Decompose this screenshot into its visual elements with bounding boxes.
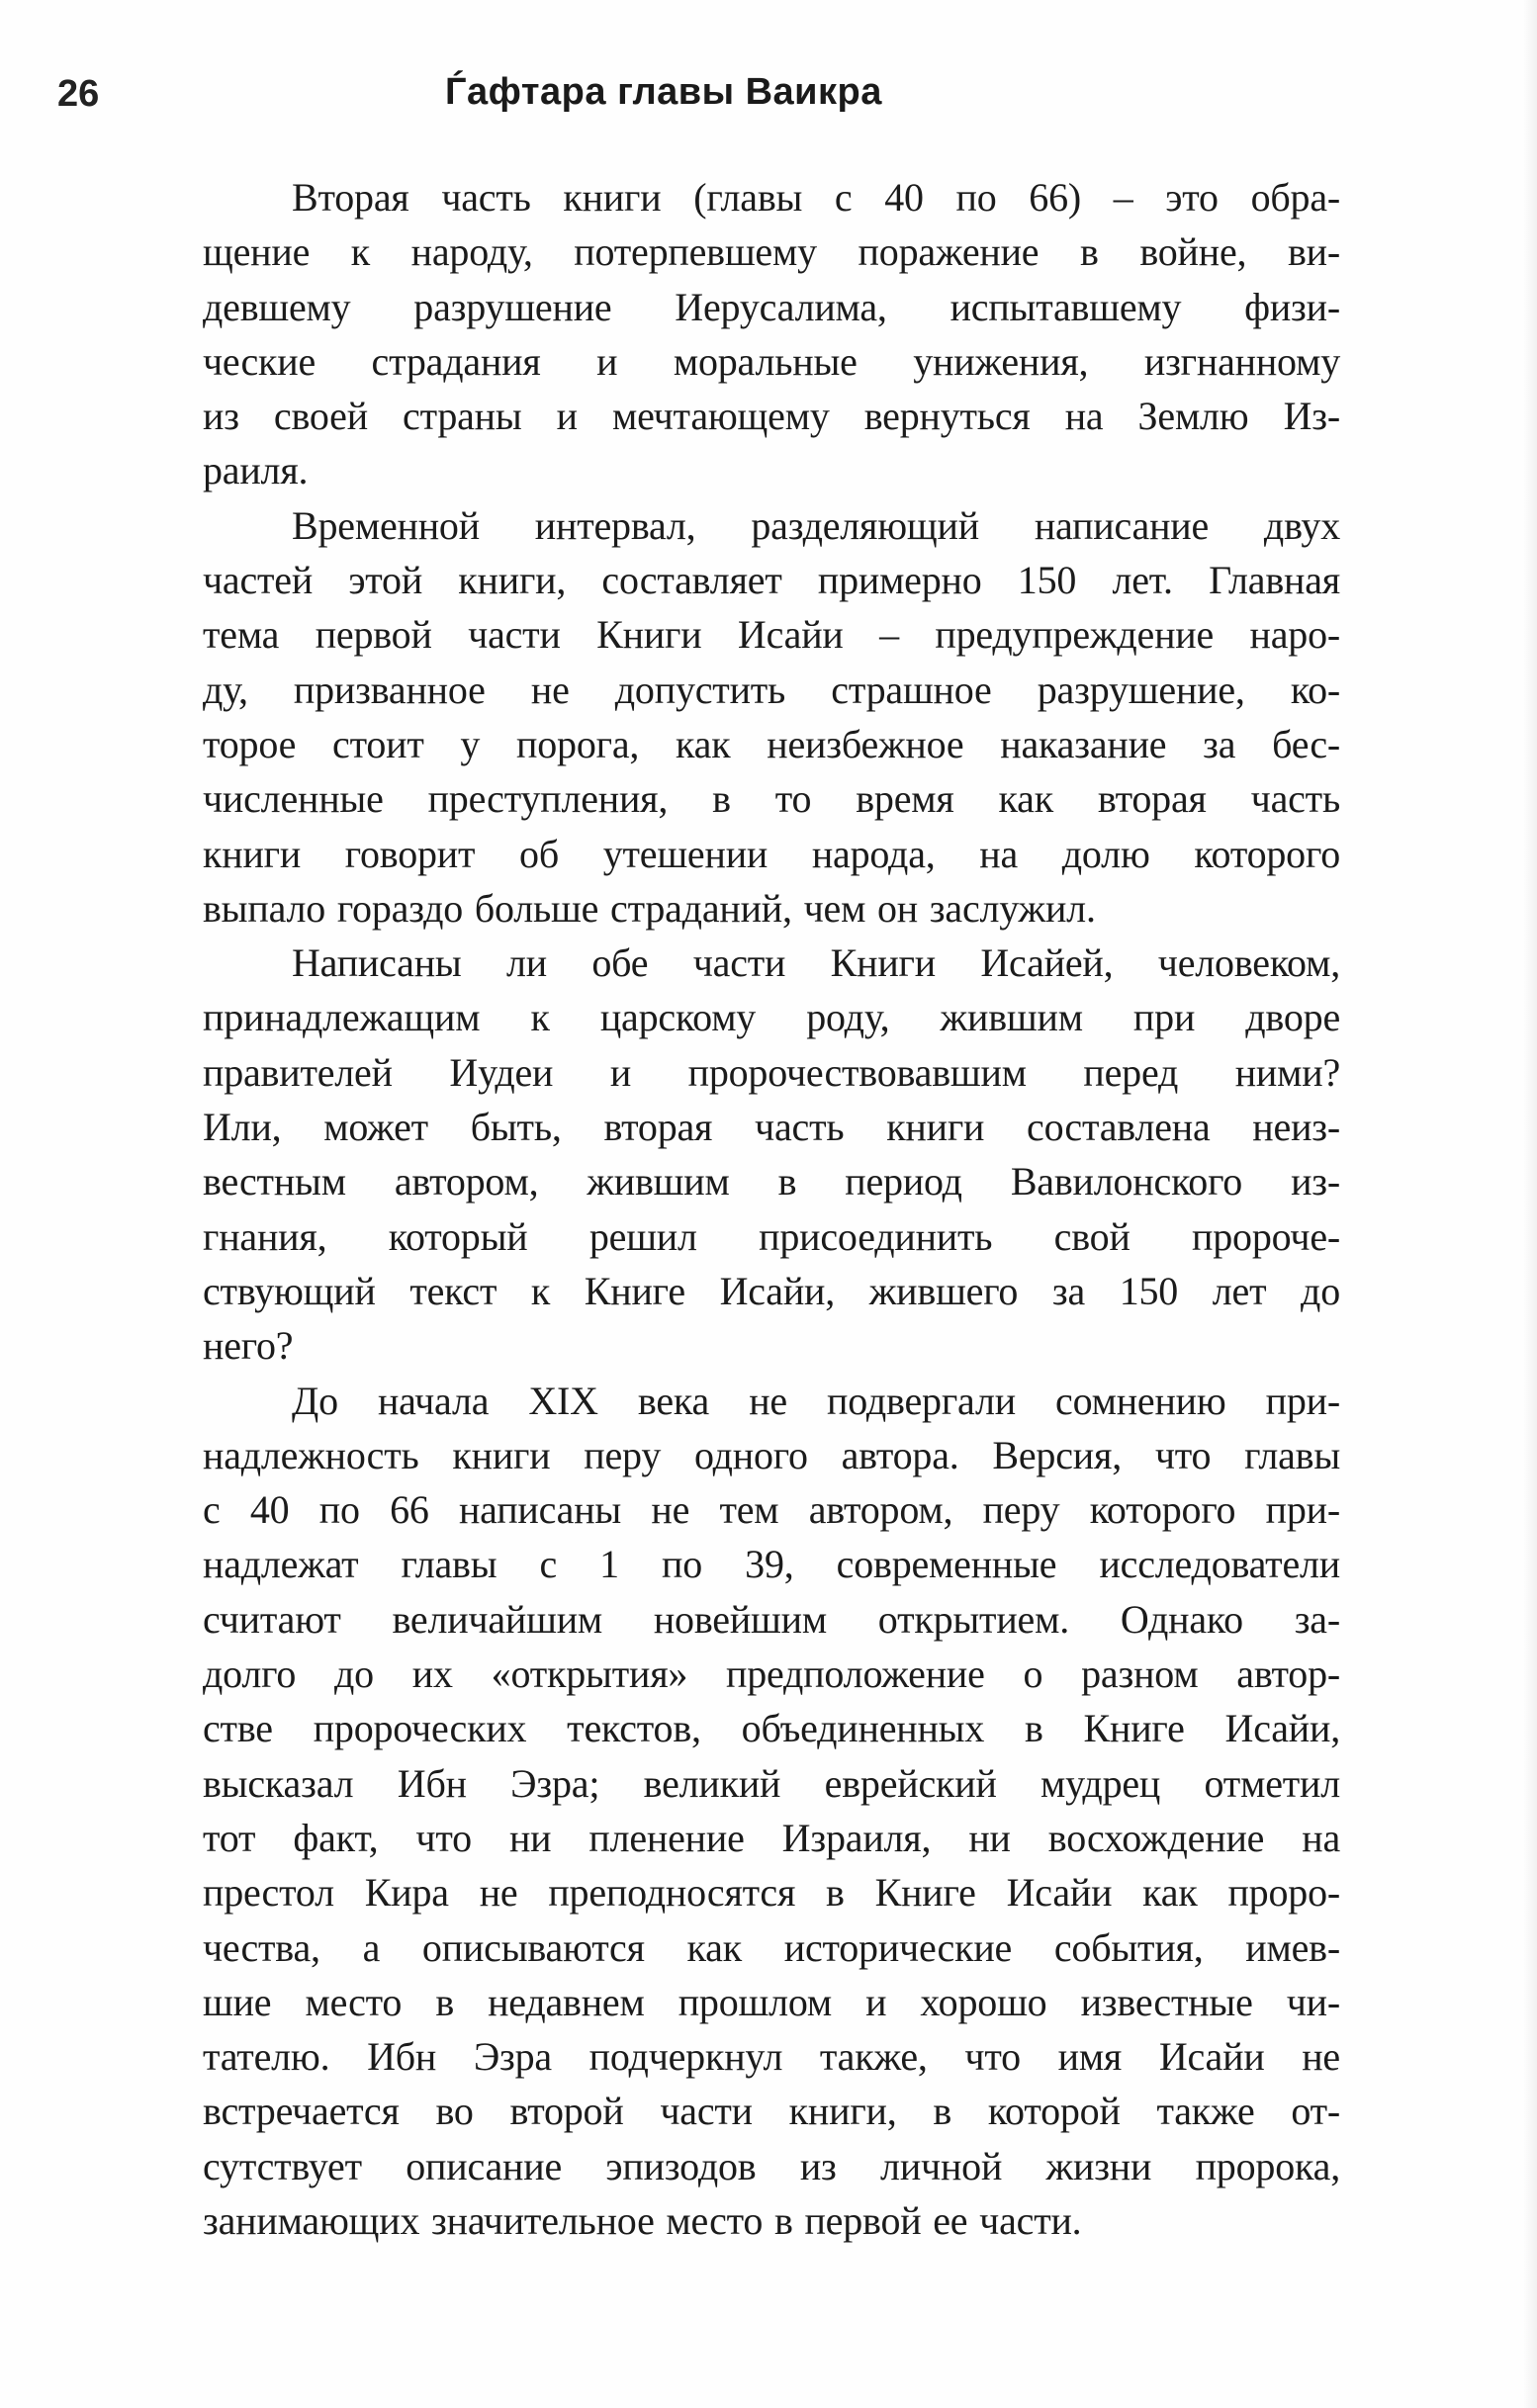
body-text — [203, 170, 1340, 2248]
text-line: считают величайшим новейшим открытием. Однако за- — [203, 1596, 1340, 1642]
text-line: занимающих значительное место в первой ее части. — [203, 2197, 1082, 2243]
text-line: Написаны ли обе части Книги Исайей, человеком, — [292, 940, 1340, 986]
text-line: надлежат главы с 1 по 39, современные исследователи — [203, 1542, 1340, 1587]
paragraph — [203, 936, 1340, 1373]
text-line: встречается во второй части книги, в которой также от- — [203, 2089, 1340, 2134]
text-line: тот факт, что ни пленение Израиля, ни восхождение на — [203, 1815, 1340, 1860]
text-line: него? — [203, 1323, 294, 1369]
text-line: с 40 по 66 написаны не тем автором, перу которого при- — [203, 1487, 1340, 1533]
paragraph — [203, 170, 1340, 498]
text-line: До начала XIX века не подвергали сомнению при- — [292, 1378, 1340, 1423]
text-line: Вторая часть книги (главы с 40 по 66) – это обра- — [292, 175, 1340, 220]
text-line: выпало гораздо больше страданий, чем он заслужил. — [203, 885, 1096, 931]
text-line: высказал Ибн Эзра; великий еврейский мудрец отметил — [203, 1760, 1340, 1806]
paragraph — [203, 498, 1340, 936]
text-line: численные преступления, в то время как вторая часть — [203, 776, 1340, 822]
text-line: вестным автором, жившим в период Вавилонского из- — [203, 1159, 1340, 1204]
text-line: раиля. — [203, 448, 309, 493]
text-line: надлежность книги перу одного автора. Версия, что главы — [203, 1432, 1340, 1477]
text-line: Или, может быть, вторая часть книги составлена неиз- — [203, 1105, 1340, 1150]
text-line: девшему разрушение Иерусалима, испытавшему физи- — [203, 284, 1340, 329]
text-line: долго до их «открытия» предположение о разном автор- — [203, 1651, 1340, 1697]
scan-edge-shading — [1523, 0, 1537, 2408]
text-line: тателю. Ибн Эзра подчеркнул также, что имя Исайи не — [203, 2034, 1340, 2080]
text-line: частей этой книги, составляет примерно 150 лет. Главная — [203, 558, 1340, 603]
text-line: Временной интервал, разделяющий написание двух — [292, 502, 1340, 548]
text-line: правителей Иудеи и пророчествовавшим перед ними? — [203, 1049, 1340, 1095]
text-line: гнания, который решил присоединить свой пророче- — [203, 1213, 1340, 1259]
text-line: щение к народу, потерпевшему поражение в войне, ви- — [203, 229, 1340, 275]
text-line: торое стоит у порога, как неизбежное наказание за бес- — [203, 721, 1340, 766]
text-line: принадлежащим к царскому роду, жившим при дворе — [203, 995, 1340, 1040]
paragraph — [203, 1374, 1340, 2249]
text-line: ствующий текст к Книге Исайи, жившего за 150 лет до — [203, 1268, 1340, 1313]
text-line: престол Кира не преподносятся в Книге Исайи как проро- — [203, 1870, 1340, 1916]
text-line: ческие страдания и моральные унижения, изгнанному — [203, 338, 1340, 384]
text-line: из своей страны и мечтающему вернуться на Землю Из- — [203, 394, 1340, 439]
page-header-title: Ѓафтара главы Ваикра — [445, 71, 882, 113]
page-number: 26 — [57, 73, 100, 115]
text-line: стве пророческих текстов, объединенных в Книге Исайи, — [203, 1706, 1340, 1751]
text-line: чества, а описываются как исторические события, имев- — [203, 1924, 1340, 1970]
text-line: тема первой части Книги Исайи – предупреждение наро- — [203, 612, 1340, 658]
text-line: сутствует описание эпизодов из личной жизни пророка, — [203, 2143, 1340, 2188]
text-line: шие место в недавнем прошлом и хорошо известные чи- — [203, 1979, 1340, 2024]
text-line: ду, призванное не допустить страшное разрушение, ко- — [203, 667, 1340, 712]
text-line: книги говорит об утешении народа, на долю которого — [203, 831, 1340, 876]
